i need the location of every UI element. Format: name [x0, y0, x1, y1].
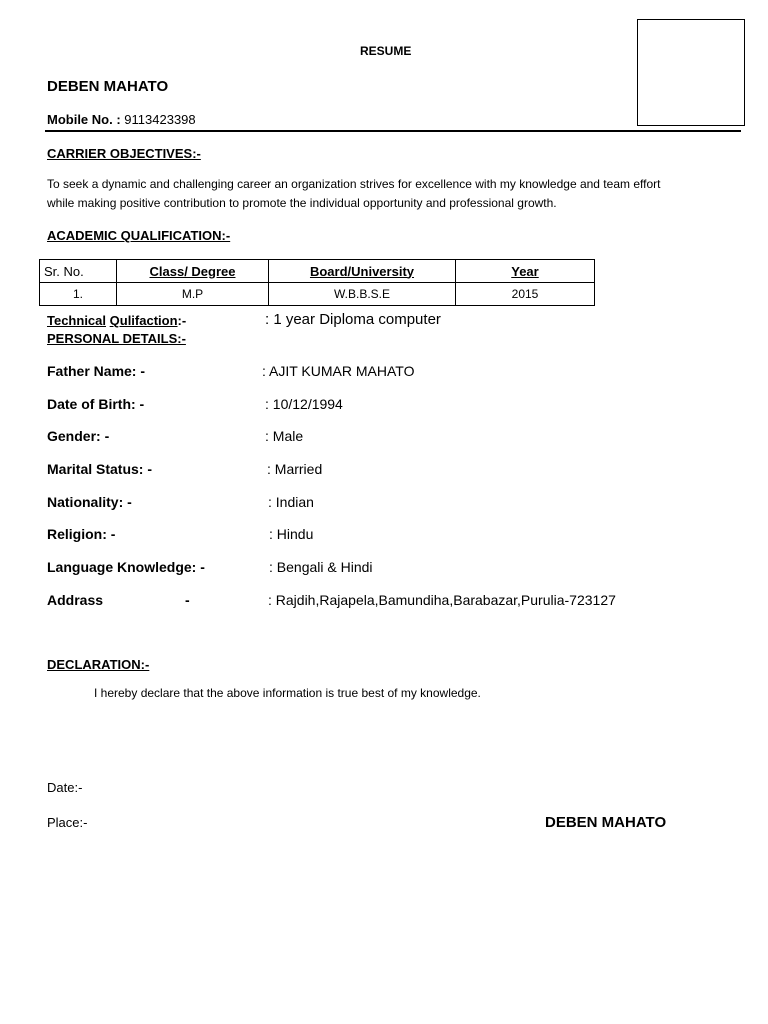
candidate-name: DEBEN MAHATO — [47, 78, 169, 95]
col-sr-no: Sr. No. — [40, 260, 117, 283]
cell-sr-no: 1. — [40, 283, 117, 306]
objective-heading: CARRIER OBJECTIVES:- — [47, 146, 201, 161]
cell-class-degree: M.P — [117, 283, 269, 306]
mobile-label: Mobile No. : — [47, 112, 121, 127]
declaration-heading: DECLARATION:- — [47, 657, 150, 672]
marital-status-value: : Married — [267, 461, 323, 477]
declaration-text: I hereby declare that the above information is true best of my knowledge. — [94, 686, 481, 700]
photo-box — [637, 19, 745, 126]
technical-label-suffix: :- — [177, 313, 187, 328]
dob-value: : 10/12/1994 — [265, 396, 343, 412]
address-label: Addrass — [47, 592, 104, 608]
personal-heading: PERSONAL DETAILS:- — [47, 331, 186, 346]
gender-value: : Male — [265, 428, 304, 444]
academic-table — [39, 259, 595, 306]
technical-value: : 1 year Diploma computer — [265, 311, 441, 328]
language-label: Language Knowledge: - — [47, 559, 205, 575]
col-year: Year — [456, 260, 595, 283]
technical-label-word2: Qulifaction — [109, 313, 178, 328]
academic-heading: ACADEMIC QUALIFICATION:- — [47, 228, 231, 243]
language-value: : Bengali & Hindi — [269, 559, 373, 575]
technical-label — [47, 313, 186, 328]
technical-label-word1: Technical — [47, 313, 107, 328]
cell-year: 2015 — [456, 283, 595, 306]
table-row — [40, 283, 595, 306]
table-header-row — [40, 260, 595, 283]
religion-label: Religion: - — [47, 526, 116, 542]
address-value: : Rajdih,Rajapela,Bamundiha,Barabazar,Purulia-723127 — [268, 592, 616, 608]
col-class-degree: Class/ Degree — [117, 260, 269, 283]
religion-value: : Hindu — [269, 526, 314, 542]
marital-status-label: Marital Status: - — [47, 461, 153, 477]
dob-label: Date of Birth: - — [47, 396, 145, 412]
father-name-label: Father Name: - — [47, 363, 146, 379]
father-name-value: : AJIT KUMAR MAHATO — [262, 363, 415, 379]
mobile-value: 9113423398 — [124, 112, 196, 127]
header-divider — [45, 130, 741, 132]
objective-line-2: while making positive contribution to promote the individual opportunity and professional growth. — [47, 196, 557, 210]
objective-line-1: To seek a dynamic and challenging career an organization strives for excellence with my knowledge and team effort — [47, 177, 661, 191]
mobile-line — [47, 112, 196, 127]
address-dash: - — [185, 592, 190, 608]
cell-board-university: W.B.B.S.E — [269, 283, 456, 306]
nationality-label: Nationality: - — [47, 494, 132, 510]
signature-name: DEBEN MAHATO — [545, 814, 667, 831]
place-label: Place:- — [47, 815, 88, 830]
gender-label: Gender: - — [47, 428, 110, 444]
col-board-university: Board/University — [269, 260, 456, 283]
nationality-value: : Indian — [268, 494, 314, 510]
date-label: Date:- — [47, 780, 83, 795]
resume-title: RESUME — [360, 44, 412, 58]
